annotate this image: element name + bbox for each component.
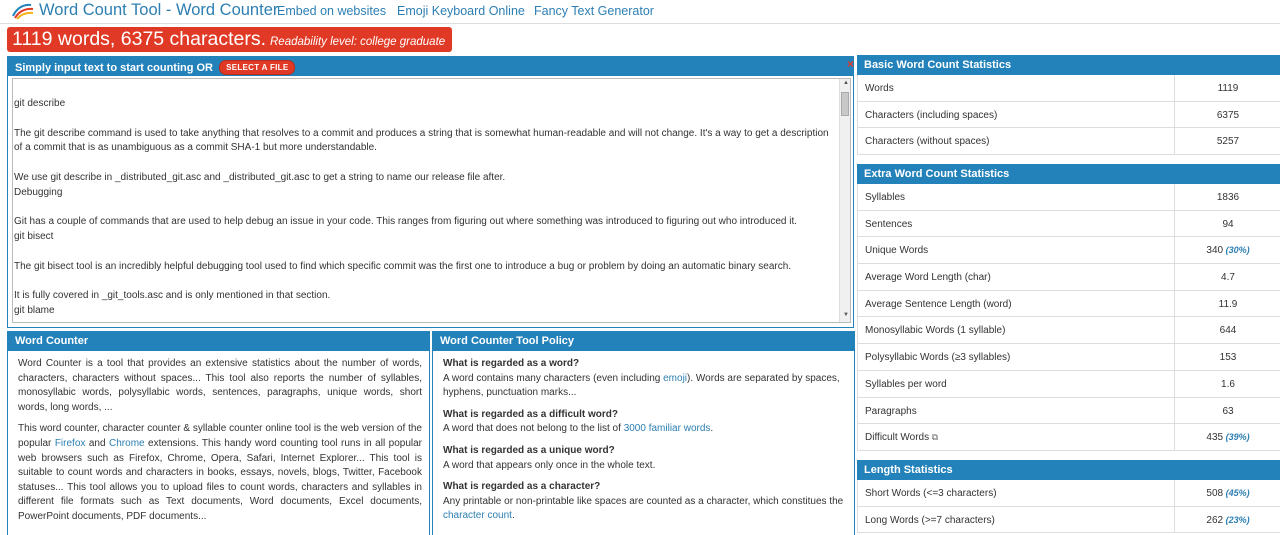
chrome-link[interactable]: Chrome — [109, 437, 145, 449]
stat-value — [1174, 291, 1280, 318]
nav-fancy-text-link[interactable]: Fancy Text Generator — [534, 4, 654, 18]
stat-row-extra-0 — [858, 184, 1280, 211]
stat-value — [1174, 507, 1280, 534]
stat-percentage: (30%) — [1223, 245, 1250, 256]
stat-row-length-0 — [858, 480, 1280, 507]
stat-number: 153 — [1219, 352, 1237, 364]
basic-stats-table — [857, 75, 1280, 155]
scroll-thumb[interactable] — [841, 92, 849, 116]
description-text: extensions. This handy word counting tool runs in all popular web browsers such as Firefox, Chrome, Opera, Safari, Internet Explorer... This tool is suitable to count words and characters in books, essays, novels, blogs, Twitter, Facebook statuses... This tool allows you to upload files to count words, characters and syllables in different file formats such as Text documents, Word documents, Excel documents, PowerPoint documents, PDF documents... — [18, 437, 422, 522]
stat-row-extra-6 — [858, 344, 1280, 371]
stat-row-extra-2 — [858, 237, 1280, 264]
text-content — [14, 97, 834, 319]
policy-answer: A word that appears only once in the whole text. — [443, 459, 656, 471]
stat-row-extra-4 — [858, 291, 1280, 318]
stat-number: 11.9 — [1218, 298, 1238, 310]
stat-value — [1174, 264, 1280, 291]
stat-row-basic-2 — [858, 128, 1280, 155]
stat-number: 340 — [1206, 245, 1224, 257]
stat-row-extra-5 — [858, 317, 1280, 344]
stat-number: 435 — [1206, 432, 1224, 444]
stat-number: 1836 — [1216, 192, 1240, 203]
clear-text-icon[interactable]: × — [847, 57, 855, 71]
word-counter-header: Word Counter — [7, 331, 430, 351]
stat-value — [1174, 317, 1280, 344]
answer-text: . — [710, 423, 714, 435]
select-file-button[interactable]: SELECT A FILE — [219, 60, 295, 75]
stat-label: Polysyllabic Words (≥3 syllables) — [865, 352, 1011, 364]
input-panel-header — [7, 56, 854, 76]
stat-number: 1119 — [1217, 83, 1239, 94]
text-line: Git has a couple of commands that are used to help debug an issue in your code. This ranges from figuring out where something was introduced to figuring out who introduced it. — [14, 216, 798, 228]
length-stats-header: Length Statistics — [857, 460, 1280, 480]
stat-label: Unique Words — [865, 245, 929, 257]
text-line — [14, 201, 834, 216]
stat-row-extra-9 — [858, 424, 1280, 451]
stat-label: Syllables — [865, 192, 906, 203]
stat-label: Monosyllabic Words (1 syllable) — [865, 325, 1006, 337]
stat-value — [1174, 75, 1280, 102]
stat-percentage: (45%) — [1223, 488, 1250, 498]
count-banner — [7, 27, 452, 52]
stat-value — [1174, 128, 1280, 155]
answer-text: ). Words are separated by spaces, hyphens, punctuation marks... — [443, 372, 840, 399]
text-line: git blame — [14, 305, 55, 317]
stat-row-basic-0 — [858, 75, 1280, 102]
logo-icon[interactable] — [11, 2, 35, 20]
stat-label: Characters (including spaces) — [865, 109, 998, 121]
stat-value — [1174, 184, 1280, 211]
stat-row-basic-1 — [858, 102, 1280, 129]
stat-row-extra-3 — [858, 264, 1280, 291]
stat-number: 262 — [1206, 514, 1224, 526]
answer-text: Any printable or non-printable like spaces are counted as a character, which constitues the — [443, 495, 844, 507]
text-line: We use git describe in _distributed_git.asc and _distributed_git.asc to get a string to name our release file after. — [14, 171, 506, 183]
nav-embed-link[interactable]: Embed on websites — [277, 4, 387, 18]
description-text: This word counter, character counter & syllable counter online tool is the web version of the popular — [18, 423, 422, 449]
answer-text: . — [511, 510, 515, 522]
text-line — [14, 275, 834, 290]
stat-row-extra-8 — [858, 398, 1280, 425]
description-paragraph — [18, 422, 422, 524]
emoji-link[interactable]: emoji — [663, 372, 688, 384]
stat-label: Words — [865, 83, 894, 94]
text-line: The git bisect tool is an incredibly helpful debugging tool used to find which specific commit was the first one to introduce a bug or problem by doing an automatic binary search. — [14, 260, 792, 272]
policy-question: What is regarded as a word? — [443, 358, 580, 369]
stat-number: 5257 — [1216, 136, 1240, 148]
stat-label: Average Sentence Length (word) — [865, 298, 1012, 310]
external-link-icon[interactable]: ⧉ — [929, 432, 939, 443]
policy-content — [443, 357, 849, 531]
stat-value — [1174, 371, 1280, 398]
stat-number: 6375 — [1216, 109, 1240, 121]
site-title-link[interactable]: Word Count Tool - Word Counter — [39, 1, 279, 19]
policy-question: What is regarded as a unique word? — [443, 444, 615, 456]
policy-header: Word Counter Tool Policy — [432, 331, 855, 351]
stat-row-extra-1 — [858, 211, 1280, 238]
firefox-link[interactable]: Firefox — [54, 437, 86, 449]
stat-label: Syllables per word — [865, 378, 947, 390]
stat-label: Difficult Words ⧉ — [865, 432, 939, 444]
scroll-up-icon[interactable]: ▲ — [843, 80, 849, 86]
readability-level: Readability level: college graduate — [270, 36, 446, 48]
length-stats-table — [857, 480, 1280, 533]
stat-value — [1174, 398, 1280, 425]
stat-number: 94 — [1222, 218, 1234, 230]
description-text: and — [85, 437, 110, 449]
stat-label: Long Words (>=7 characters) — [865, 514, 995, 526]
stat-number: 508 — [1206, 488, 1224, 499]
policy-question: What is regarded as a difficult word? — [443, 408, 619, 420]
text-line: Debugging — [14, 186, 63, 198]
stat-label: Paragraphs — [865, 405, 917, 417]
input-panel-title: Simply input text to start counting OR — [15, 62, 213, 74]
stat-value — [1174, 480, 1280, 507]
stat-number: 1.6 — [1221, 378, 1235, 390]
stat-row-length-1 — [858, 507, 1280, 534]
stat-value — [1174, 211, 1280, 238]
familiar-words-link[interactable]: 3000 familiar words — [623, 423, 711, 435]
stat-number: 4.7 — [1221, 272, 1235, 284]
policy-question: What is regarded as a character? — [443, 481, 601, 493]
policy-answer — [443, 372, 849, 401]
text-line — [14, 112, 834, 127]
stat-value — [1174, 102, 1280, 129]
basic-stats-header: Basic Word Count Statistics — [857, 55, 1280, 75]
nav-emoji-keyboard-link[interactable]: Emoji Keyboard Online — [397, 4, 525, 18]
stat-percentage: (23%) — [1223, 514, 1250, 525]
text-line: git describe — [14, 98, 66, 109]
stat-value — [1174, 344, 1280, 371]
extra-stats-table — [857, 184, 1280, 451]
character-count-link[interactable]: character count — [443, 510, 512, 522]
policy-answer — [443, 422, 849, 437]
stat-value — [1174, 424, 1280, 451]
text-line: git bisect — [14, 231, 54, 243]
stat-number: 63 — [1222, 405, 1234, 417]
extra-stats-header: Extra Word Count Statistics — [857, 164, 1280, 184]
word-character-count: 1119 words, 6375 characters. — [12, 28, 267, 50]
stat-percentage: (39%) — [1223, 432, 1250, 443]
stat-number: 644 — [1219, 325, 1237, 337]
text-line — [14, 245, 834, 260]
description-paragraph: Word Counter is a tool that provides an extensive statistics about the number of words, characters, characters without spaces... This tool also reports the number of syllables, monosyllabic words, polysyllabic words, sentences, paragraphs, unique words, short words, long words, ... — [18, 358, 422, 413]
stat-label: Average Word Length (char) — [865, 272, 991, 284]
stat-row-extra-7 — [858, 371, 1280, 398]
text-line — [14, 156, 834, 171]
word-counter-description — [18, 357, 422, 532]
stat-label: Short Words (<=3 characters) — [865, 488, 997, 499]
text-line: The git describe command is used to take anything that resolves to a commit and produces a string that is somewhat human-readable and will not change. It's a way to get a description of a commit that is as unambiguous as a commit SHA-1 but more understandable. — [14, 127, 832, 154]
policy-answer — [443, 495, 849, 524]
stat-label: Sentences — [865, 218, 913, 230]
textarea-scrollbar[interactable] — [839, 79, 850, 322]
text-line: It is fully covered in _git_tools.asc and is only mentioned in that section. — [14, 290, 331, 302]
answer-text: A word that does not belong to the list of — [443, 423, 624, 435]
top-nav — [0, 0, 1280, 24]
scroll-down-icon[interactable]: ▼ — [843, 312, 849, 318]
stat-label: Characters (without spaces) — [865, 136, 990, 148]
text-input-area[interactable] — [12, 78, 851, 323]
stat-value — [1174, 237, 1280, 264]
answer-text: A word contains many characters (even including — [443, 372, 664, 384]
